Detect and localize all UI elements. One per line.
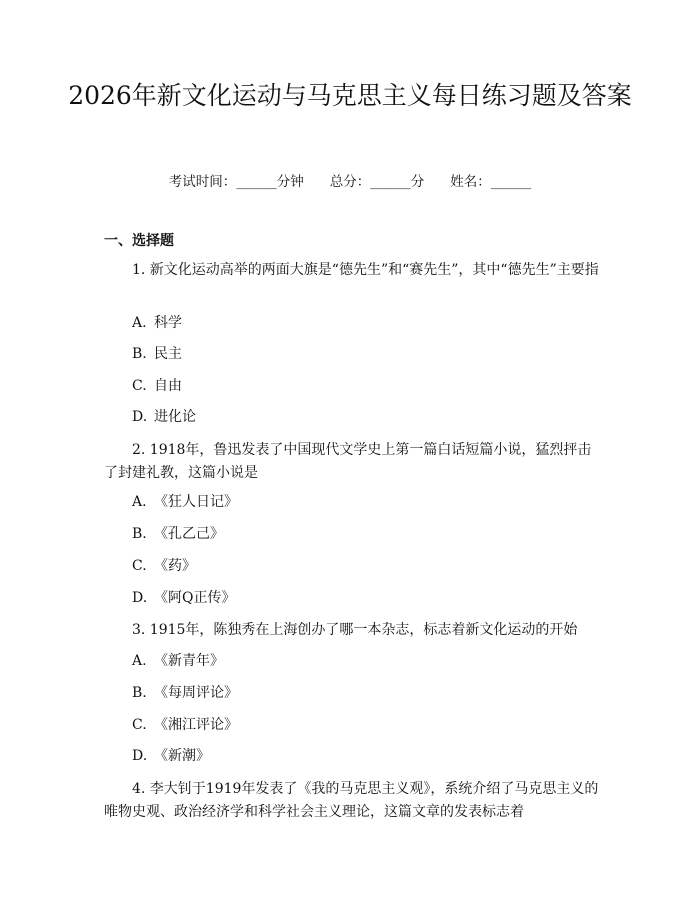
question-4: 4. 李大钊于1919年发表了《我的马克思主义观》，系统介绍了马克思主义的唯物史观、政治经济学和科学社会主义理论，这篇文章的发表标志着 [104,781,599,820]
option-letter: C. [132,378,147,394]
option-text: 《湘江评论》 [154,717,238,733]
question-3-option-c [132,715,238,735]
option-text: 进化论 [154,409,196,425]
option-letter: D. [132,748,148,764]
option-letter: C. [132,558,147,574]
question-2-option-d [132,588,235,608]
option-text: 《药》 [154,558,196,574]
total-score-label: 总分：______分 [329,174,425,190]
option-text: 《新潮》 [154,748,210,764]
name-label: 姓名：______ [450,174,532,190]
question-3-option-d [132,746,210,766]
option-letter: A. [132,494,147,510]
question-2-option-b [132,524,224,544]
question-3-option-b [132,683,238,703]
question-3: 3. 1915年，陈独秀在上海创办了哪一本杂志，标志着新文化运动的开始 [132,622,578,638]
option-letter: D. [132,409,148,425]
section-title: 一、选择题 [104,233,174,249]
option-text: 《每周评论》 [154,685,238,701]
option-letter: B. [132,526,147,542]
question-1: 1. 新文化运动高举的两面大旗是“德先生”和“赛先生”，其中“德先生”主要指 [132,262,599,278]
option-text: 《狂人日记》 [154,494,238,510]
option-letter: B. [132,685,147,701]
option-letter: D. [132,590,148,606]
option-text: 《阿Q正传》 [154,590,236,606]
option-letter: B. [132,346,147,362]
option-text: 科学 [154,315,182,331]
page-title: 2026年新文化运动与马克思主义每日练习题及答案 [68,81,632,110]
option-letter: A. [132,315,147,331]
question-1-option-a [132,313,182,333]
option-text: 《新青年》 [154,653,224,669]
question-1-option-d [132,407,196,427]
option-letter: C. [132,717,147,733]
question-1-option-b [132,344,182,364]
question-2-option-a [132,492,238,512]
option-text: 民主 [154,346,182,362]
exam-time-label: 考试时间：______分钟 [168,174,304,190]
option-letter: A. [132,653,147,669]
question-1-option-c [132,376,182,396]
exam-meta [0,170,700,190]
option-text: 自由 [154,378,182,394]
option-text: 《孔乙己》 [154,526,224,542]
question-2: 2. 1918年，鲁迅发表了中国现代文学史上第一篇白话短篇小说，猛烈抨击了封建礼教，这篇小说是 [104,442,592,481]
question-2-option-c [132,556,196,576]
question-3-option-a [132,651,224,671]
